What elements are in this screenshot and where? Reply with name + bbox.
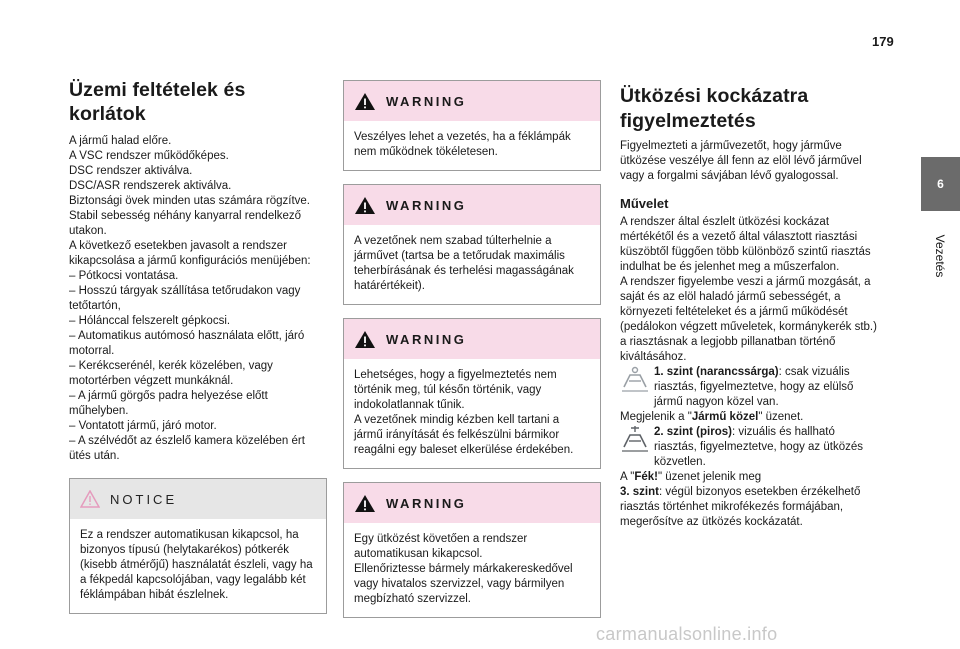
notice-header	[70, 479, 326, 519]
warning-text	[344, 121, 600, 170]
warning-title: WARNING	[386, 331, 467, 347]
section-title-line2: figyelmeztetés	[620, 110, 756, 132]
chapter-label-text: Vezetés	[933, 234, 947, 278]
warning-header	[344, 319, 600, 359]
section-title-line1: Ütközési kockázatra	[620, 85, 809, 107]
warning-text	[344, 523, 600, 617]
level-2-text: : vizuális és hallható riasztás, figyelmeztetve, hogy az ütközés közvetlen.	[654, 426, 864, 468]
alert-level-1	[620, 365, 880, 425]
section-operating-conditions	[69, 78, 327, 627]
warning-line: Egy ütközést követően a rendszer automatikusan kikapcsol.	[354, 533, 528, 560]
level-1-msg-pre: Megjelenik a "	[620, 411, 692, 423]
section-title: Üzemi feltételek és korlátok	[69, 79, 246, 125]
level-1-msg: Jármű közel	[691, 411, 759, 423]
warning-triangle-icon	[354, 92, 376, 111]
warning-line: A vezetőnek mindig kézben kell tartani a jármű irányítását és felkészülni bármikor reagálni egy baleset elkerülése érdekében.	[354, 414, 574, 456]
page-number: 179	[872, 34, 894, 49]
text-line: DSC/ASR rendszerek aktiválva.	[69, 180, 232, 192]
level-2-msg: Fék!	[634, 471, 658, 483]
list-item: – Vontatott jármű, járó motor.	[69, 420, 217, 432]
collision-alert-icon	[620, 365, 650, 393]
warning-text	[344, 359, 600, 468]
level-1-msg-post: " üzenet.	[758, 411, 804, 423]
list-item: – Automatikus autómosó használata előtt, járó motorral.	[69, 330, 305, 357]
warning-box	[343, 80, 601, 171]
conditions-text	[69, 134, 327, 464]
level-3-text: : végül bizonyos esetekben érzékelhető riasztás történhet mikrofékezés formájában, megerősítve az ütközés kockázatát.	[620, 486, 861, 528]
warning-header	[344, 81, 600, 121]
level-1-label: 1. szint (narancssárga)	[654, 366, 779, 378]
paragraph: A rendszer figyelembe veszi a jármű mozgását, a saját és az elöl haladó jármű sebességét, a környezeti feltételeket és a jármű működését (pedálokon végzett műveletek, kormánykerék stb.) a riasztásnak a legjobb pillanatban történő kiváltásához.	[620, 276, 877, 363]
warning-line: Veszélyes lehet a vezetés, ha a féklámpák nem működnek tökéletesen.	[354, 131, 571, 158]
notice-text: Ez a rendszer automatikusan kikapcsol, ha bizonyos típusú (helytakarékos) pótkerék (kisebb átmérőjű) használatát észleli, vagy ha a fékpedál kapcsolójában, vagy legalább két féklámpában hibát észlelnek.	[80, 529, 313, 601]
list-item: – Hosszú tárgyak szállítása tetőrudakon vagy tetőtartón,	[69, 285, 301, 312]
paragraph: A rendszer által észlelt ütközési kockázat mértékétől és a vezető által választott riasztási küszöbtől függően több különböző szintű riasztás indulhat be és jelenhet meg a műszerfalon.	[620, 216, 871, 273]
warning-line: Lehetséges, hogy a figyelmeztetés nem történik meg, túl későn történik, vagy indokolatlannak tűnik.	[354, 369, 557, 411]
warning-title: WARNING	[386, 93, 467, 109]
level-1-text: : csak vizuális riasztás, figyelmeztetve, hogy az elülső jármű nagyon közel van.	[654, 366, 854, 408]
list-item: – Hólánccal felszerelt gépkocsi.	[69, 315, 231, 327]
chapter-label	[917, 216, 960, 296]
level-3-label: 3. szint	[620, 486, 659, 498]
level-2-msg-pre: A "	[620, 471, 635, 483]
warning-line: Ellenőriztesse bármely márkakereskedővel vagy hivatalos szervizzel, vagy bármilyen megbízható szervizzel.	[354, 563, 573, 605]
section-collision-warning	[620, 84, 880, 530]
list-item: – Pótkocsi vontatása.	[69, 270, 179, 282]
text-line: A jármű halad előre.	[69, 135, 172, 147]
warning-header	[344, 185, 600, 225]
alert-level-2	[620, 425, 880, 485]
warning-triangle-icon	[354, 494, 376, 513]
warning-line: A vezetőnek nem szabad túlterhelnie a járművet (tartsa be a tetőrudak maximális teherbírásának és terhelési magasságának határértékeit).	[354, 235, 574, 292]
list-item: – Kerékcserénél, kerék közelében, vagy motortérben végzett munkáknál.	[69, 360, 273, 387]
list-item: – A jármű görgős padra helyezése előtt műhelyben.	[69, 390, 268, 417]
alert-level-3	[620, 485, 880, 530]
warning-text	[344, 225, 600, 304]
warning-title: WARNING	[386, 197, 467, 213]
warning-box	[343, 318, 601, 469]
warning-triangle-icon	[354, 330, 376, 349]
intro-text: Figyelmezteti a járművezetőt, hogy járműve ütközése veszélye áll fenn az elöl lévő járművel vagy a forgalmi sávjában lévő gyalogossal.	[620, 140, 862, 182]
notice-box	[69, 478, 327, 614]
warning-triangle-icon	[354, 196, 376, 215]
text-line: DSC rendszer aktiválva.	[69, 165, 193, 177]
watermark: carmanualsonline.info	[596, 624, 778, 644]
text-line: Stabil sebesség néhány kanyarral rendelkező utakon.	[69, 210, 302, 237]
level-2-msg-post: " üzenet jelenik meg	[657, 471, 762, 483]
collision-alert-icon	[620, 425, 650, 453]
warnings-column	[343, 80, 601, 631]
text-line: A következő esetekben javasolt a rendszer kikapcsolása a jármű konfigurációs menüjében:	[69, 240, 311, 267]
level-2-label: 2. szint (piros)	[654, 426, 732, 438]
section-title	[620, 84, 880, 134]
warning-header	[344, 483, 600, 523]
list-item: – A szélvédőt az észlelő kamera közelében ért ütés után.	[69, 435, 305, 462]
warning-box	[343, 482, 601, 618]
notice-title: NOTICE	[110, 491, 178, 507]
subsection-title: Művelet	[620, 196, 669, 211]
warning-title: WARNING	[386, 495, 467, 511]
notice-triangle-icon	[80, 490, 100, 508]
chapter-tab[interactable]: 6	[921, 157, 960, 211]
warning-box	[343, 184, 601, 305]
text-line: A VSC rendszer működőképes.	[69, 150, 229, 162]
text-line: Biztonsági övek minden utas számára rögzítve.	[69, 195, 310, 207]
